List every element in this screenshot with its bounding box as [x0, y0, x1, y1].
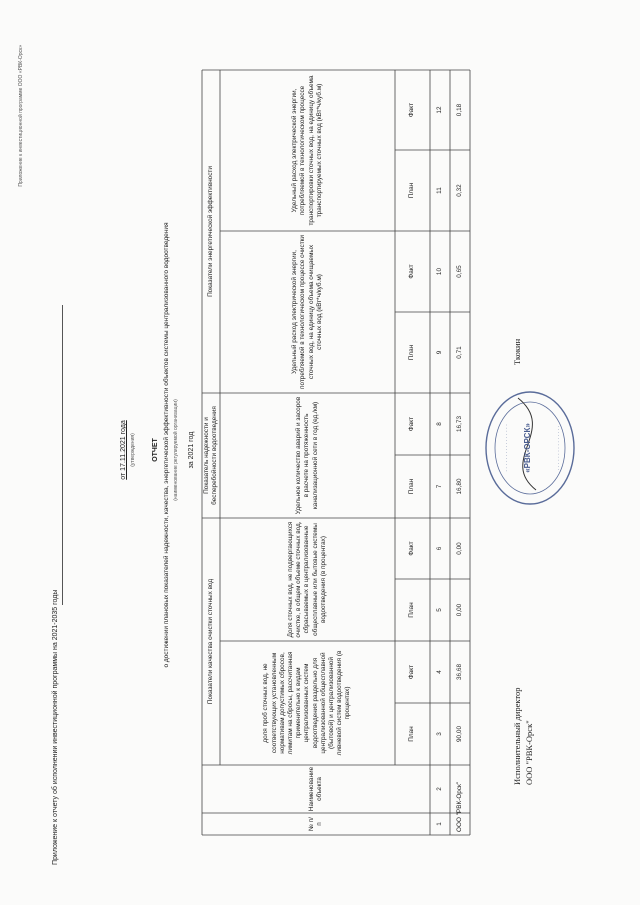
approved-label: (утверждения)	[130, 433, 136, 467]
plan-label: План	[408, 182, 416, 199]
signer-position-line1: Исполнительный директор	[512, 687, 522, 785]
indicator-5: Удельный расход электрической энергии, потребляемой в технологическом процессе транспортировки сточных вод, на единицу объема транспортируемых сточных вод (кВт*ч/куб.м)	[291, 75, 323, 226]
col-number: 5	[435, 608, 443, 612]
group-header-energy: Показатели энергетической эффективности	[206, 166, 214, 297]
col-number: 6	[435, 546, 443, 551]
value-cell: 16,73	[455, 416, 463, 432]
indicator-3: Удельное количество аварий и засоров в расчете на протяженность канализационной сети в год (ед./км)	[295, 396, 319, 515]
report-period: за 2021 год	[188, 431, 195, 469]
stamp-center-text: «РВК-ОРСК»	[523, 423, 532, 473]
svg-text:· · · · · · · · · · · · · · ·: · · · · · · · · · · · · · · ·	[556, 425, 562, 471]
value-cell: 16,80	[455, 478, 463, 495]
row-object-name: ООО "РВК-Орск"	[455, 781, 463, 832]
indicator-1: доля проб сточных вод, не соответствующих установленным нормативам допустимых сбросов, лимитам на сбросы, рассчитанная применительно к видам централизованных систем водоотведения раздельно для централизованной общесплавной (бытовой) и централизованной ливневой систем водоотведения (в процентах)	[262, 650, 352, 756]
col-number: 12	[435, 106, 443, 114]
top-right-note: Приложение к инвестиционной программе ООО «РВК-Орск»	[18, 45, 24, 187]
value-cell: 0,00	[455, 603, 463, 617]
plan-label: План	[408, 726, 416, 742]
col-number: 10	[435, 267, 443, 276]
value-cell: 0,71	[455, 346, 463, 359]
report-title: ОТЧЕТ	[152, 438, 159, 462]
col-header-name: Наименование объекта	[307, 766, 323, 812]
report-subtitle: о достижении плановых показателей надежности, качества, энергетической эффективности объектов системы централизованного водоотведения	[163, 222, 170, 668]
plan-label: План	[408, 344, 416, 361]
col-number: 8	[435, 422, 443, 426]
value-cell: 36,68	[455, 664, 463, 680]
fact-label: Факт	[408, 264, 416, 279]
approved-date: от 17.11.2021 года	[120, 420, 127, 480]
col-number: 4	[435, 670, 443, 674]
col-number: 2	[435, 787, 443, 791]
org-caption: (наименование регулируемой организации)	[173, 399, 179, 501]
indicator-2: Доля сточных вод, не подвергающихся очистке, в общем объеме сточных вод, сбрасываемых в централизованные общесплавные или бытовые системы водоотведения (в процентах)	[286, 521, 327, 638]
fact-label: Факт	[408, 541, 416, 556]
signer-name: Ткокин	[512, 338, 522, 365]
group-header-quality: Показатели качества очистки сточных вод	[206, 578, 214, 705]
col-number: 9	[435, 350, 443, 355]
svg-text:· · · · · · · · · · · · · · ·: · · · · · · · · · · · · · · · ·	[504, 424, 510, 472]
signer-position-line2: ООО "РВК-Орск"	[524, 720, 534, 785]
col-number: 3	[435, 732, 443, 736]
fact-label: Факт	[408, 416, 416, 432]
plan-label: План	[408, 602, 416, 618]
value-cell: 0,65	[455, 265, 463, 278]
col-number: 7	[435, 484, 443, 489]
value-cell: 0,00	[455, 542, 463, 555]
col-number: 11	[435, 187, 443, 194]
col-number: 1	[435, 822, 443, 826]
indicator-4: Удельный расход электрической энергии, потребляемой в технологическом процессе очистки сточных вод, на единицу объема очищаемых сточных вод (кВт*ч/куб.м)	[291, 235, 323, 389]
company-stamp-icon	[478, 380, 588, 510]
value-cell: 0,32	[455, 184, 463, 197]
appendix-line: Приложение к отчету об исполнении инвестиционной программы на 2021-2035 годы	[52, 589, 59, 865]
col-header-num: № п/п	[307, 817, 323, 831]
value-cell: 90,00	[455, 726, 463, 742]
fact-label: Факт	[408, 664, 416, 680]
fact-label: Факт	[408, 102, 416, 118]
group-header-reliability: Показатель надежности и бесперебойности водоотведения	[202, 406, 218, 505]
value-cell: 0,18	[455, 103, 463, 117]
plan-label: План	[408, 478, 416, 495]
